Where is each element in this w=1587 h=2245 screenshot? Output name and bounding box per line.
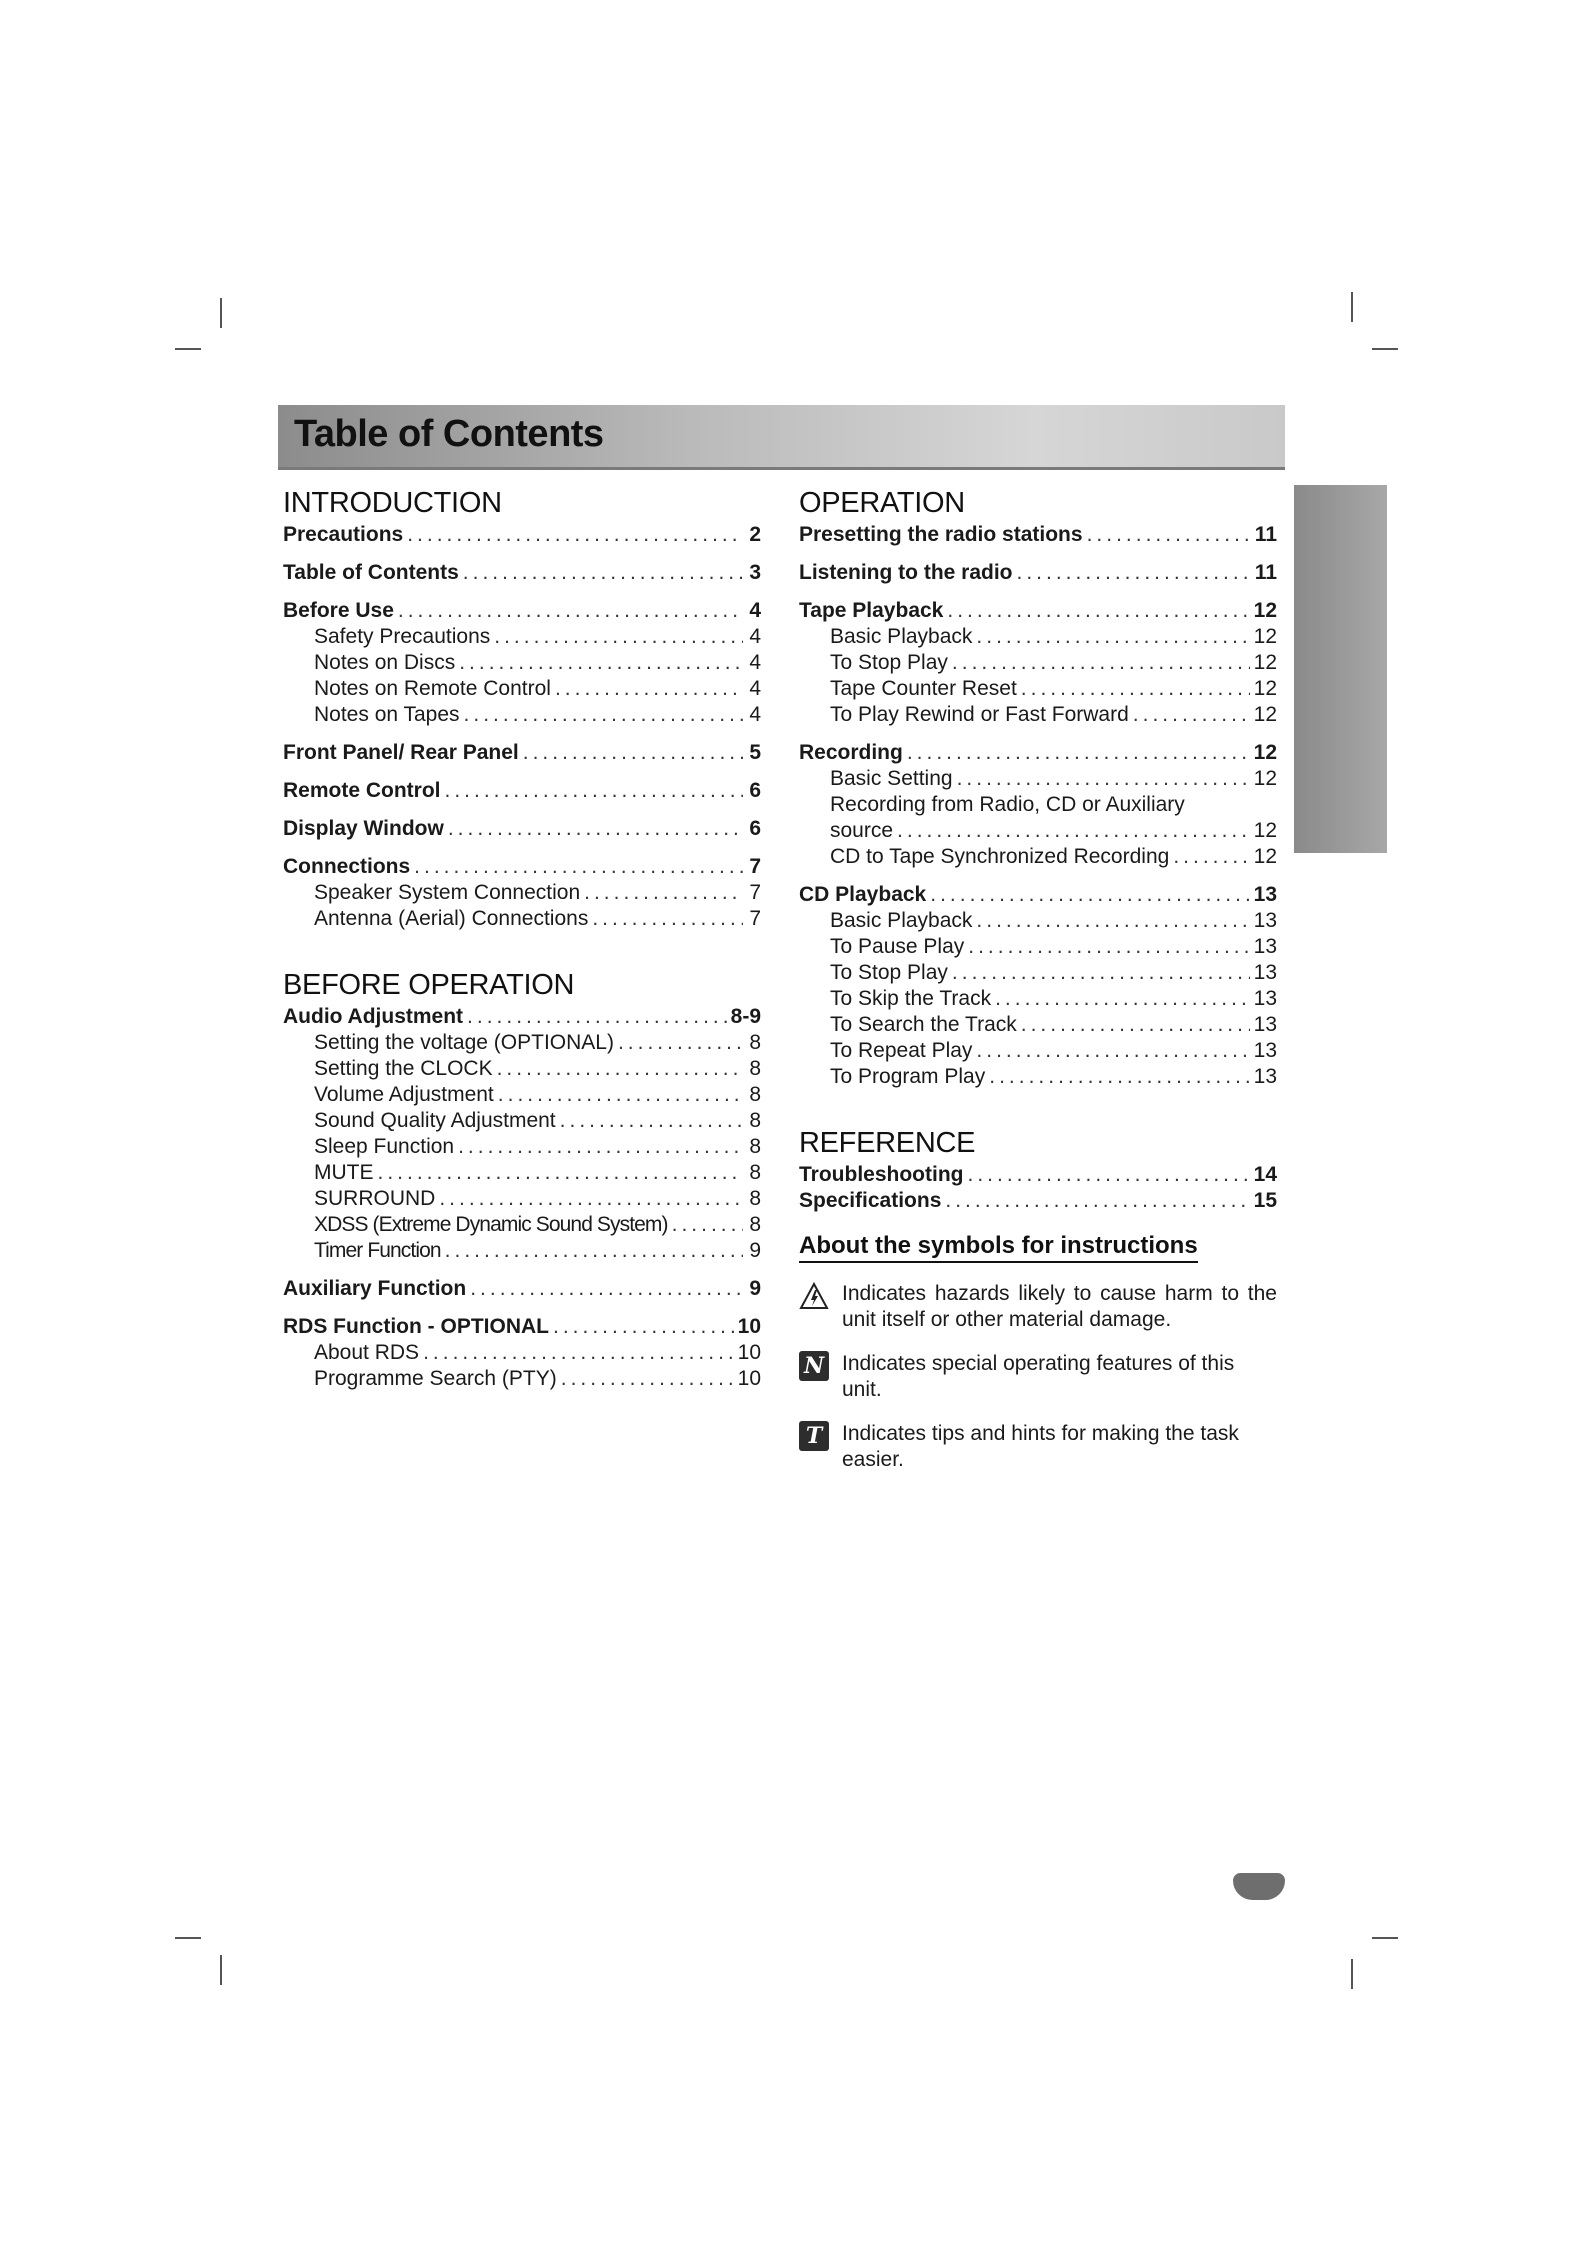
page-title: Table of Contents	[294, 413, 604, 455]
toc-entry-tape-playback[interactable]	[799, 598, 1277, 624]
toc-entry-label: CD to Tape Synchronized Recording	[830, 845, 1170, 868]
toc-page-number: 12	[1253, 703, 1277, 726]
dot-leader	[378, 1160, 744, 1186]
toc-entry-label: Setting the voltage (OPTIONAL)	[314, 1031, 614, 1054]
toc-page-number: 8	[749, 1135, 761, 1158]
dot-leader	[470, 1276, 743, 1302]
toc-entry-before-use[interactable]	[283, 598, 761, 624]
dot-leader	[560, 1108, 743, 1134]
toc-page-number: 9	[749, 1239, 761, 1262]
toc-entry-remote-control[interactable]	[283, 778, 761, 804]
toc-entry-label: Speaker System Connection	[314, 881, 581, 904]
toc-entry-safety-precautions[interactable]	[283, 624, 761, 650]
toc-entry-xdss-extreme-dynamic-sound-system[interactable]	[283, 1212, 761, 1238]
toc-entry-listening-to-the-radio[interactable]	[799, 560, 1277, 586]
toc-entry-table-of-contents[interactable]	[283, 560, 761, 586]
toc-entry-label: Remote Control	[283, 779, 441, 802]
dot-leader	[995, 986, 1250, 1012]
toc-entry-label: Basic Playback	[830, 909, 973, 932]
crop-mark	[175, 1937, 201, 1939]
toc-entry-label: To Stop Play	[830, 961, 948, 984]
toc-page-number: 4	[749, 651, 761, 674]
dot-leader	[976, 1038, 1249, 1064]
toc-entry-label: Notes on Discs	[314, 651, 456, 674]
section-heading: OPERATION	[799, 487, 965, 519]
toc-entry-label: To Pause Play	[830, 935, 965, 958]
toc-entry-to-play-rewind-or-fast-forward[interactable]	[799, 702, 1277, 728]
toc-entry-notes-on-tapes[interactable]	[283, 702, 761, 728]
dot-leader	[458, 1134, 743, 1160]
toc-entry-label: Tape Playback	[799, 599, 944, 622]
dot-leader	[952, 650, 1250, 676]
dot-leader	[952, 960, 1250, 986]
toc-entry-label: Front Panel/ Rear Panel	[283, 741, 519, 764]
symbol-description: Indicates special operating features of this unit.	[842, 1352, 1235, 1401]
toc-page-number: 8	[749, 1161, 761, 1184]
toc-entry-label: Audio Adjustment	[283, 1005, 464, 1028]
toc-page-number: 13	[1253, 961, 1277, 984]
dot-leader	[584, 880, 743, 906]
toc-entry-label: To Stop Play	[830, 651, 948, 674]
toc-page-number: 12	[1253, 651, 1277, 674]
toc-entry-label: Basic Playback	[830, 625, 973, 648]
toc-entry-tape-counter-reset[interactable]	[799, 676, 1277, 702]
crop-mark	[220, 298, 222, 328]
toc-page-number: 8-9	[730, 1005, 761, 1028]
toc-entry-label: Sleep Function	[314, 1135, 455, 1158]
dot-leader	[989, 1064, 1249, 1090]
toc-entry-to-search-the-track[interactable]	[799, 1012, 1277, 1038]
toc-entry-label: Basic Setting	[830, 767, 953, 790]
toc-entry-label: Notes on Remote Control	[314, 677, 551, 700]
dot-leader	[1017, 560, 1251, 586]
toc-entry-label: Auxiliary Function	[283, 1277, 467, 1300]
toc-entry-notes-on-discs[interactable]	[283, 650, 761, 676]
dot-leader	[555, 676, 743, 702]
toc-entry-label: To Play Rewind or Fast Forward	[830, 703, 1129, 726]
toc-page-number: 11	[1254, 523, 1277, 546]
crop-mark	[1351, 1959, 1353, 1989]
tip-icon: T	[799, 1421, 829, 1451]
toc-page-number: 12	[1253, 767, 1277, 790]
dot-leader	[448, 816, 743, 842]
crop-mark	[220, 1955, 222, 1985]
toc-entry-label: RDS Function - OPTIONAL	[283, 1315, 549, 1338]
toc-entry-label: To Search the Track	[830, 1013, 1017, 1036]
dot-leader	[445, 1238, 743, 1264]
toc-entry-sleep-function[interactable]	[283, 1134, 761, 1160]
toc-page-number: 14	[1253, 1163, 1277, 1186]
toc-page-number: 10	[737, 1341, 761, 1364]
toc-page-number: 12	[1253, 677, 1277, 700]
dot-leader	[398, 598, 743, 624]
toc-page-number: 13	[1253, 909, 1277, 932]
toc-page-number: 12	[1253, 625, 1277, 648]
toc-page-number: 4	[749, 703, 761, 726]
dot-leader	[407, 522, 743, 548]
section-heading: BEFORE OPERATION	[283, 969, 575, 1001]
toc-entry-label: Precautions	[283, 523, 404, 546]
toc-entry-surround[interactable]	[283, 1186, 761, 1212]
dot-leader	[1173, 844, 1249, 870]
toc-entry-programme-search-pty[interactable]	[283, 1366, 761, 1392]
side-tab	[1294, 485, 1387, 853]
toc-entry-label: Display Window	[283, 817, 444, 840]
toc-entry-label: To Repeat Play	[830, 1039, 973, 1062]
toc-entry-label: Specifications	[799, 1189, 942, 1212]
dot-leader	[1021, 676, 1250, 702]
toc-entry-label: Volume Adjustment	[314, 1083, 494, 1106]
toc-entry-speaker-system-connection[interactable]	[283, 880, 761, 906]
toc-entry-label: Troubleshooting	[799, 1163, 964, 1186]
dot-leader	[561, 1366, 734, 1392]
toc-entry-to-program-play[interactable]	[799, 1064, 1277, 1090]
toc-entry-label: Recording	[799, 741, 903, 764]
toc-entry-label: Sound Quality Adjustment	[314, 1109, 556, 1132]
crop-mark	[175, 348, 201, 350]
dot-leader	[498, 1082, 743, 1108]
toc-entry-cd-to-tape-synchronized-recording[interactable]	[799, 844, 1277, 870]
dot-leader	[947, 598, 1249, 624]
toc-entry-antenna-aerial-connections[interactable]	[283, 906, 761, 932]
toc-entry-audio-adjustment[interactable]	[283, 1004, 761, 1030]
toc-entry-label: Antenna (Aerial) Connections	[314, 907, 589, 930]
dot-leader	[439, 1186, 743, 1212]
toc-page-number: 10	[737, 1315, 761, 1338]
toc-page-number: 12	[1253, 741, 1277, 764]
toc-page-number: 8	[749, 1109, 761, 1132]
dot-leader	[907, 740, 1250, 766]
toc-page-number: 12	[1253, 819, 1277, 842]
toc-entry-label: Table of Contents	[283, 561, 459, 584]
dot-leader	[592, 906, 743, 932]
toc-entry-label: Presetting the radio stations	[799, 523, 1083, 546]
toc-page-number: 13	[1253, 1065, 1277, 1088]
toc-page-number: 4	[749, 599, 761, 622]
crop-mark	[1351, 292, 1353, 322]
toc-entry-to-stop-play[interactable]	[799, 960, 1277, 986]
toc-entry-to-repeat-play[interactable]	[799, 1038, 1277, 1064]
toc-entry-precautions[interactable]	[283, 522, 761, 548]
left-column	[283, 484, 761, 1392]
dot-leader	[1087, 522, 1251, 548]
symbol-description: Indicates hazards likely to cause harm to the unit itself or other material damage.	[842, 1282, 1277, 1331]
toc-entry-label: Listening to the radio	[799, 561, 1013, 584]
symbol-item-tip	[799, 1421, 1277, 1473]
toc-page-number: 6	[749, 817, 761, 840]
dot-leader	[463, 560, 743, 586]
dot-leader	[968, 934, 1249, 960]
toc-entry-to-stop-play[interactable]	[799, 650, 1277, 676]
toc-page-number: 13	[1253, 1013, 1277, 1036]
toc-page-number: 7	[749, 855, 761, 878]
dot-leader	[494, 624, 743, 650]
toc-page-number: 13	[1253, 1039, 1277, 1062]
toc-page-number: 4	[749, 625, 761, 648]
toc-entry-setting-the-clock[interactable]	[283, 1056, 761, 1082]
toc-page-number: 8	[749, 1057, 761, 1080]
toc-page-number: 3	[749, 561, 761, 584]
dot-leader	[523, 740, 743, 766]
dot-leader	[976, 624, 1249, 650]
toc-entry-front-panel-rear-panel[interactable]	[283, 740, 761, 766]
warning-triangle-icon	[799, 1281, 829, 1311]
toc-entry-mute[interactable]	[283, 1160, 761, 1186]
dot-leader	[467, 1004, 727, 1030]
toc-entry-about-rds[interactable]	[283, 1340, 761, 1366]
toc-entry-to-pause-play[interactable]	[799, 934, 1277, 960]
toc-page-number: 7	[749, 907, 761, 930]
toc-page-number: 5	[749, 741, 761, 764]
section-heading: INTRODUCTION	[283, 487, 502, 519]
toc-entry-label: XDSS (Extreme Dynamic Sound System)	[314, 1213, 668, 1236]
dot-leader	[976, 908, 1249, 934]
dot-leader	[945, 1188, 1249, 1214]
symbols-section	[799, 1232, 1277, 1473]
title-bar	[278, 405, 1285, 470]
toc-entry-specifications[interactable]	[799, 1188, 1277, 1214]
toc-entry-presetting-the-radio-stations[interactable]	[799, 522, 1277, 548]
crop-mark	[1372, 348, 1398, 350]
toc-page-number: 13	[1253, 987, 1277, 1010]
dot-leader	[897, 818, 1250, 844]
toc-entry-basic-playback[interactable]	[799, 908, 1277, 934]
symbol-item-warning	[799, 1281, 1277, 1333]
toc-entry-label: CD Playback	[799, 883, 927, 906]
toc-entry-label: Notes on Tapes	[314, 703, 460, 726]
symbol-item-note	[799, 1351, 1277, 1403]
page-number-badge	[1233, 1873, 1285, 1900]
toc-page-number: 2	[749, 523, 761, 546]
crop-mark	[1372, 1937, 1398, 1939]
symbol-description: Indicates tips and hints for making the task easier.	[842, 1422, 1239, 1471]
toc-entry-sound-quality-adjustment[interactable]	[283, 1108, 761, 1134]
toc-entry-label: Safety Precautions	[314, 625, 491, 648]
toc-entry-label: Before Use	[283, 599, 394, 622]
dot-leader	[618, 1030, 743, 1056]
toc-entry-auxiliary-function[interactable]	[283, 1276, 761, 1302]
toc-page-number: 8	[749, 1187, 761, 1210]
toc-entry-cd-playback[interactable]	[799, 882, 1277, 908]
toc-entry-label: MUTE	[314, 1161, 374, 1184]
toc-page-number: 13	[1253, 883, 1277, 906]
toc-entry-label: SURROUND	[314, 1187, 436, 1210]
toc-text-line: Recording from Radio, CD or Auxiliary	[830, 793, 1185, 816]
dot-leader	[464, 702, 743, 728]
toc-page-number: 8	[749, 1213, 761, 1236]
toc-page-number: 15	[1253, 1189, 1277, 1212]
toc-entry-notes-on-remote-control[interactable]	[283, 676, 761, 702]
toc-entry-basic-setting[interactable]	[799, 766, 1277, 792]
dot-leader	[967, 1162, 1249, 1188]
symbols-title: About the symbols for instructions	[799, 1232, 1198, 1263]
toc-page-number: 8	[749, 1031, 761, 1054]
toc-entry-label: source	[830, 819, 894, 842]
toc-entry-rds-function-optional[interactable]	[283, 1314, 761, 1340]
right-column	[799, 484, 1277, 1214]
section-heading: REFERENCE	[799, 1127, 976, 1159]
toc-entry-label: To Program Play	[830, 1065, 986, 1088]
dot-leader	[414, 854, 743, 880]
toc-entry-label: Timer Function	[314, 1239, 441, 1262]
toc-entry-timer-function[interactable]	[283, 1238, 761, 1264]
dot-leader	[672, 1212, 743, 1238]
dot-leader	[423, 1340, 734, 1366]
note-icon: N	[799, 1351, 829, 1381]
dot-leader	[930, 882, 1249, 908]
toc-entry-connections[interactable]	[283, 854, 761, 880]
toc-entry-display-window[interactable]	[283, 816, 761, 842]
toc-entry-recording[interactable]	[799, 740, 1277, 766]
toc-entry-label: To Skip the Track	[830, 987, 992, 1010]
toc-entry-label: Setting the CLOCK	[314, 1057, 493, 1080]
toc-page-number: 12	[1253, 599, 1277, 622]
toc-page-number: 10	[737, 1367, 761, 1390]
toc-page-number: 6	[749, 779, 761, 802]
toc-entry-label: Connections	[283, 855, 411, 878]
dot-leader	[445, 778, 744, 804]
dot-leader	[1021, 1012, 1250, 1038]
toc-entry-label: About RDS	[314, 1341, 420, 1364]
dot-leader	[1133, 702, 1250, 728]
toc-entry-label: Tape Counter Reset	[830, 677, 1017, 700]
dot-leader	[497, 1056, 743, 1082]
toc-entry-label: Programme Search (PTY)	[314, 1367, 557, 1390]
toc-entry-basic-playback[interactable]	[799, 624, 1277, 650]
toc-page-number: 7	[749, 881, 761, 904]
dot-leader	[459, 650, 743, 676]
toc-entry-volume-adjustment[interactable]	[283, 1082, 761, 1108]
toc-page-number: 8	[749, 1083, 761, 1106]
dot-leader	[957, 766, 1250, 792]
toc-page-number: 4	[749, 677, 761, 700]
toc-entry-source[interactable]	[799, 818, 1277, 844]
dot-leader	[553, 1314, 734, 1340]
toc-entry-to-skip-the-track[interactable]	[799, 986, 1277, 1012]
toc-page-number: 11	[1254, 561, 1277, 584]
toc-page-number: 12	[1253, 845, 1277, 868]
toc-page-number: 9	[749, 1277, 761, 1300]
toc-entry-troubleshooting[interactable]	[799, 1162, 1277, 1188]
toc-entry-setting-the-voltage-optional[interactable]	[283, 1030, 761, 1056]
toc-page-number: 13	[1253, 935, 1277, 958]
